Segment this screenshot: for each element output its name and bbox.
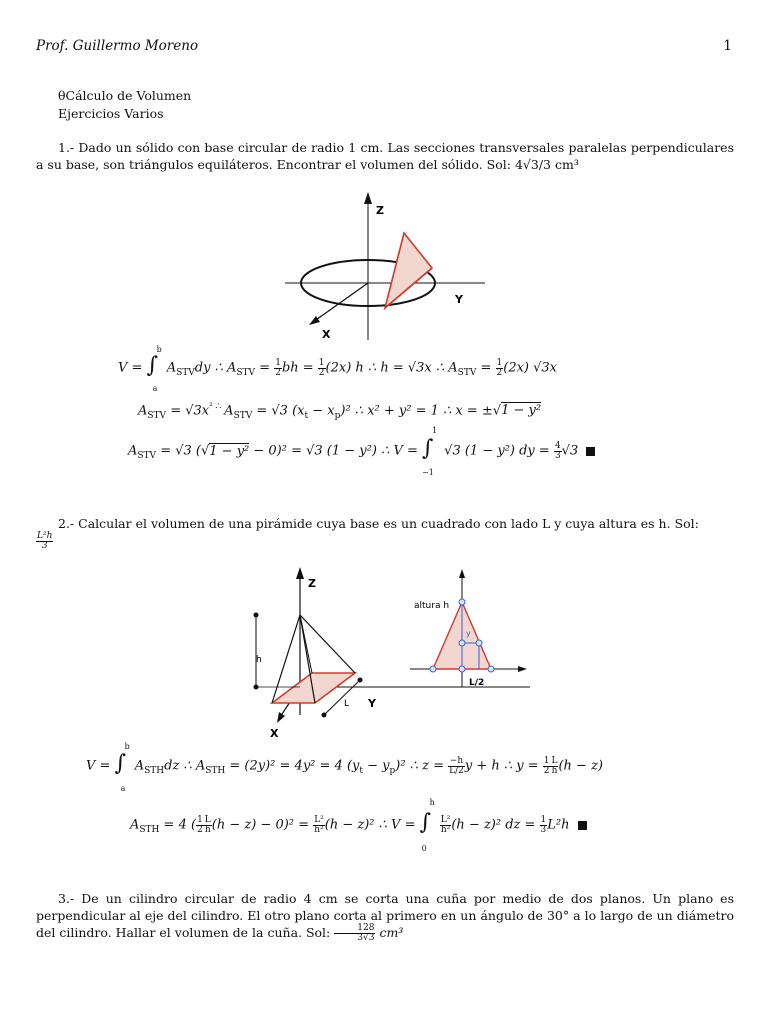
exercise-1-text: 1.- Dado un sólido con base circular de radio 1 cm. Las secciones transversales paralelas perpendiculares a su base, son triángulos equiláteros. Encontrar el volumen del sólido. Sol: <box>36 140 734 172</box>
eq-term: bh = <box>281 360 318 376</box>
x-axis <box>313 283 368 322</box>
qed-square-icon <box>586 447 595 456</box>
label-y-section: y <box>466 629 471 638</box>
integral-sign: ∫ b a <box>146 345 162 393</box>
x-arrow-icon <box>309 316 320 325</box>
doc-subtitle: Ejercicios Varios <box>58 106 164 121</box>
exercise-2-figure <box>240 565 530 740</box>
exercise-2-equation-2: $A_{STH} = 4$ ( $\frac{1}{2}$ $\frac{L}{h}$ (h − z) − 0)² = $\frac{\text{L²}}{\text{h²}}$ (h − z)² ∴ V = ∫ h 0 $\frac{\text{L²}}{\text{h²}}$ (h − z)² dz = $\frac{1}{3}$ L²h <box>130 800 587 850</box>
eq-term: A <box>448 360 458 376</box>
exercise-1-solution: 4√3/3 cm³ <box>514 157 579 172</box>
integral-sign: ∫ b a <box>114 742 130 793</box>
exercise-1-equation-3: $A_{STV} = √3$ (√1 − y² − 0)² = √3 (1 − y²) ∴ V = ∫ 1 −1 √3 (1 − y²) dy = $\frac{4}{3}$ √3 <box>128 428 595 474</box>
exercise-2-text: 2.- Calcular el volumen de una pirámide cuya base es un cuadrado con lado L y cuya altura es h. Sol: <box>58 516 699 531</box>
fraction: $\frac{1}{2}$ <box>275 357 281 378</box>
axis-label-x: X <box>270 727 279 740</box>
eq-term: A <box>166 360 177 376</box>
exercise-1-statement <box>36 139 734 173</box>
axis-label-y: Y <box>368 697 376 710</box>
eq-term: dy ∴ <box>194 360 227 376</box>
fraction: $\frac{1}{2}$ <box>496 357 503 378</box>
label-altura: altura h <box>414 601 450 611</box>
exercise-3-solution-unit: cm³ <box>379 925 404 940</box>
label-l-half: L/2 <box>469 678 485 688</box>
label-l: L <box>344 699 350 709</box>
qed-square-icon <box>578 821 587 830</box>
eq-symbol: V = <box>118 360 143 376</box>
exercise-2-solution: $\frac{\text{L²h}}{3}$ <box>37 531 53 551</box>
label-h: h <box>256 655 262 665</box>
exercise-1-figure <box>285 190 495 340</box>
z-arrow-icon <box>364 192 372 204</box>
integral-sign: ∫ h 0 <box>419 798 435 853</box>
integral-sign: ∫ 1 −1 <box>422 426 438 477</box>
eq-sub: STV <box>457 368 477 379</box>
pyramid-base <box>272 673 355 703</box>
exercise-1-equation-2: $A_{STV} = √3x^{^2 \therefore}$ $A_{STV} = √3$ $(x_t - x_p)^2$ ∴ x² + y² = 1 ∴ x = ±√1 − y² <box>138 402 542 421</box>
equilateral-section <box>385 233 432 308</box>
section-arrow-icon <box>459 569 465 578</box>
axis-label-x: X <box>322 328 331 340</box>
fraction: $\frac{1}{2}$ <box>318 357 325 378</box>
eq-term: (2x) √3x <box>503 360 558 376</box>
integral-upper: b <box>156 345 162 354</box>
axis-label-z: Z <box>376 204 384 217</box>
exercise-3-statement <box>36 890 734 943</box>
eq-term: A <box>226 360 237 376</box>
exercise-3-text: 3.- De un cilindro circular de radio 4 cm se corta una cuña por medio de dos planos. Un plano es perpendicular al eje del cilindro. El otro plano corta al primero en un ángulo de 30° a lo largo de un diámetro del cilindro. Hallar el volumen de la cuña. Sol: <box>36 891 734 940</box>
integral-lower: a <box>152 384 158 393</box>
eq-term: = <box>476 360 496 376</box>
page-header-author: Prof. Guillermo Moreno <box>36 38 199 54</box>
eq-term: = <box>255 360 275 376</box>
eq-sub: STV <box>236 368 256 379</box>
exercise-3-solution: $\frac{128}{3√3}$ <box>334 924 375 943</box>
x-arrow-icon <box>277 712 285 723</box>
exercise-1-equation-1 <box>118 345 558 393</box>
page-number: 1 <box>723 38 732 54</box>
doc-title: θCálculo de Volumen <box>58 88 192 103</box>
exercise-2-statement <box>36 515 734 532</box>
eq-sub: STV <box>176 368 195 379</box>
axis-label-y: Y <box>455 293 463 306</box>
axis-label-z: Z <box>308 577 316 590</box>
z-arrow-icon <box>296 567 304 579</box>
exercise-2-equation-1: V = ∫ b a $A_{STH}dz$ ∴ $A_{STH} = (2y)^2 = 4y^2 = 4$ $(y_t - y_p)^2$ ∴ z = $\frac{-h}{L/2}$ y + h ∴ y = $\frac{1}{2}$ $\frac{L}{h}$ (h − z) <box>86 742 604 793</box>
eq-term: (2x) h ∴ h = √3x ∴ <box>325 360 449 376</box>
